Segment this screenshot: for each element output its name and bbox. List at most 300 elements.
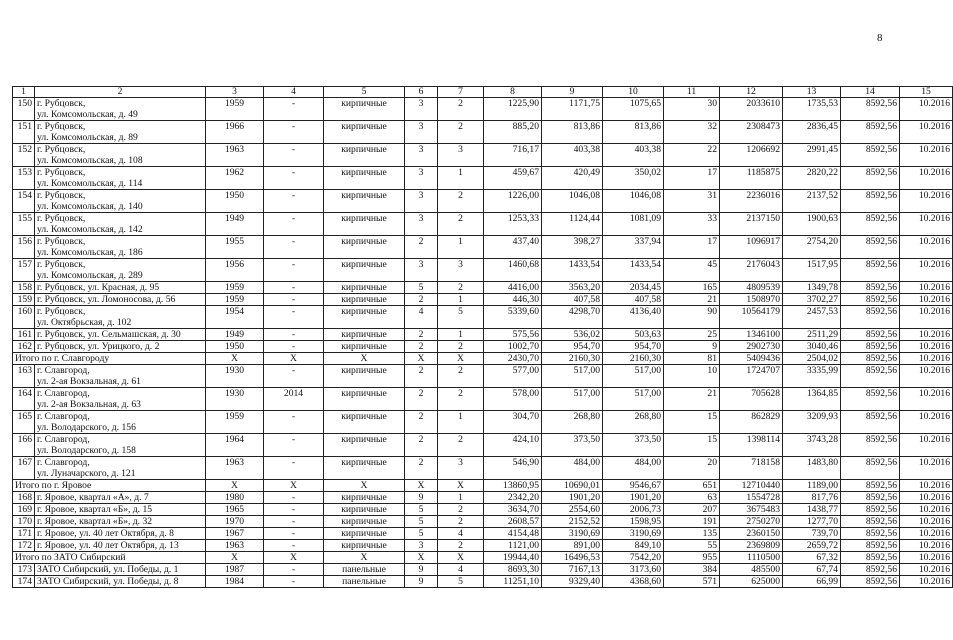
row-number: 166 [13,434,35,457]
table-cell: - [264,213,324,236]
table-cell: 1955 [206,236,264,259]
table-cell: 8592,56 [841,341,900,353]
row-number: 167 [13,457,35,480]
table-cell: 3 [405,121,438,144]
table-cell: 10.2016 [900,294,953,306]
table-cell: 1735,53 [783,98,841,121]
address-cell: г. Рубцовск, ул. Комсомольская, д. 108 [35,144,206,167]
table-row [13,434,953,457]
table-cell: кирпичные [324,167,405,190]
table-cell: 2 [438,388,484,411]
table-cell: 17 [664,167,720,190]
row-number: 161 [13,329,35,341]
table-cell: 10.2016 [900,236,953,259]
row-number: 153 [13,167,35,190]
table-cell: 11251,10 [484,576,542,588]
table-cell: 1980 [206,492,264,504]
table-cell: 4 [438,528,484,540]
table-cell: 5 [405,504,438,516]
table-cell: 384 [664,564,720,576]
table-cell: 862829 [720,411,783,434]
table-cell: 13860,95 [484,480,542,492]
table-cell: 10690,01 [542,480,603,492]
table-cell: 2014 [264,388,324,411]
address-cell: г. Рубцовск, ул. Урицкого, д. 2 [35,341,206,353]
table-cell: 2754,20 [783,236,841,259]
row-number: 163 [13,365,35,388]
table-cell: 191 [664,516,720,528]
table-cell: 1959 [206,294,264,306]
table-row [13,190,953,213]
table-cell: 813,86 [542,121,603,144]
table-cell: 2 [438,516,484,528]
table-cell: 8592,56 [841,144,900,167]
table-cell: - [264,341,324,353]
table-cell: - [264,167,324,190]
table-cell: кирпичные [324,121,405,144]
table-cell: 1949 [206,329,264,341]
table-cell: 3190,69 [603,528,664,540]
table-cell: 373,50 [603,434,664,457]
table-cell: 10.2016 [900,480,953,492]
table-cell: 1438,77 [783,504,841,516]
table-cell: 8592,56 [841,259,900,282]
table-cell: кирпичные [324,492,405,504]
table-cell: - [264,306,324,329]
table-cell: 19944,40 [484,552,542,564]
table-cell: X [264,552,324,564]
table-cell: 5 [438,306,484,329]
table-cell: 536,02 [542,329,603,341]
table-cell: 2991,45 [783,144,841,167]
table-cell: кирпичные [324,457,405,480]
table-cell: 2 [405,236,438,259]
table-cell: 484,00 [542,457,603,480]
table-cell: 1554728 [720,492,783,504]
table-cell: 2836,45 [783,121,841,144]
table-cell: 1 [438,492,484,504]
table-cell: 3634,70 [484,504,542,516]
table-cell: 31 [664,190,720,213]
table-cell: кирпичные [324,306,405,329]
table-cell: 2608,57 [484,516,542,528]
table-cell: X [324,480,405,492]
table-cell: 3 [405,190,438,213]
table-cell: 2176043 [720,259,783,282]
table-cell: 4298,70 [542,306,603,329]
table-cell: - [264,411,324,434]
row-number: 162 [13,341,35,353]
table-cell: 5 [405,528,438,540]
table-cell: X [206,353,264,365]
table-cell: 10.2016 [900,504,953,516]
table-cell: 955 [664,552,720,564]
table-cell: 8592,56 [841,504,900,516]
page-number: 8 [877,32,883,44]
table-cell: 337,94 [603,236,664,259]
column-number-6: 6 [405,87,438,98]
table-cell: 8592,56 [841,492,900,504]
table-cell: 1 [438,236,484,259]
table-cell: 446,30 [484,294,542,306]
table-cell: 420,49 [542,167,603,190]
table-cell: 2457,53 [783,306,841,329]
table-cell: 2342,20 [484,492,542,504]
table-cell: 571 [664,576,720,588]
table-cell: 1 [438,294,484,306]
table-cell: 10.2016 [900,259,953,282]
table-cell: 1959 [206,411,264,434]
address-cell: г. Рубцовск, ул. Комсомольская, д. 142 [35,213,206,236]
table-cell: 716,17 [484,144,542,167]
table-cell: - [264,259,324,282]
table-cell: 2006,73 [603,504,664,516]
table-row [13,282,953,294]
column-number-9: 9 [542,87,603,98]
table-cell: 8592,56 [841,434,900,457]
table-cell: кирпичные [324,365,405,388]
table-cell: X [264,480,324,492]
table-cell: 1966 [206,121,264,144]
table-cell: 3 [405,540,438,552]
table-cell: 3702,27 [783,294,841,306]
table-cell: 1950 [206,190,264,213]
table-cell: - [264,457,324,480]
row-number: 170 [13,516,35,528]
table-cell: 268,80 [603,411,664,434]
table-cell: 403,38 [542,144,603,167]
table-cell: - [264,434,324,457]
table-cell: 207 [664,504,720,516]
table-cell: 10.2016 [900,98,953,121]
column-number-11: 11 [664,87,720,98]
table-cell: 10.2016 [900,528,953,540]
table-cell: 1954 [206,306,264,329]
table-row [13,341,953,353]
table-cell: 503,63 [603,329,664,341]
table-cell: X [405,353,438,365]
row-number: 171 [13,528,35,540]
table-cell: 1967 [206,528,264,540]
table-cell: 4 [438,564,484,576]
table-cell: 3 [438,144,484,167]
table-cell: 1930 [206,388,264,411]
table-cell: 10.2016 [900,190,953,213]
table-cell: 2369809 [720,540,783,552]
table-cell: 8592,56 [841,576,900,588]
table-cell: 7542,20 [603,552,664,564]
table-row [13,411,953,434]
table-cell: 1965 [206,504,264,516]
table-cell: 1 [438,329,484,341]
table-cell: кирпичные [324,388,405,411]
table-cell: 165 [664,282,720,294]
table-cell: 1598,95 [603,516,664,528]
table-cell: 135 [664,528,720,540]
table-cell: 407,58 [542,294,603,306]
table-cell: 3 [438,457,484,480]
table-cell: панельные [324,576,405,588]
table-cell: 90 [664,306,720,329]
table-cell: 3209,93 [783,411,841,434]
table-cell: 424,10 [484,434,542,457]
table-cell: 8592,56 [841,294,900,306]
table-cell: 33 [664,213,720,236]
table-cell: 2152,52 [542,516,603,528]
table-cell: 10.2016 [900,388,953,411]
table-cell: 10564179 [720,306,783,329]
address-cell: г. Рубцовск, ул. Комсомольская, д. 89 [35,121,206,144]
row-number: 151 [13,121,35,144]
table-cell: 1956 [206,259,264,282]
table-cell: кирпичные [324,144,405,167]
table-row [13,504,953,516]
table-cell: 1171,75 [542,98,603,121]
table-cell: 2 [405,388,438,411]
row-number: 169 [13,504,35,516]
table-cell: 4154,48 [484,528,542,540]
table-cell: 1970 [206,516,264,528]
table-row [13,236,953,259]
table-cell: 1987 [206,564,264,576]
column-number-3: 3 [206,87,264,98]
table-cell: - [264,576,324,588]
table-cell: 8592,56 [841,213,900,236]
table-cell: 10.2016 [900,411,953,434]
table-cell: 10.2016 [900,341,953,353]
table-cell: X [405,552,438,564]
table-cell: 10.2016 [900,540,953,552]
table-row [13,306,953,329]
subtotal-row [13,480,953,492]
table-row [13,294,953,306]
table-cell: 1949 [206,213,264,236]
table-cell: 517,00 [542,365,603,388]
table-cell: 2504,02 [783,353,841,365]
table-cell: 1900,63 [783,213,841,236]
table-cell: 2 [438,98,484,121]
table-cell: 1959 [206,98,264,121]
row-number: 160 [13,306,35,329]
table-cell: 2 [438,434,484,457]
subtotal-label: Итого по г. Славгороду [13,353,206,365]
address-cell: г. Яровое, ул. 40 лет Октября, д. 13 [35,540,206,552]
table-cell: - [264,190,324,213]
table-cell: 21 [664,388,720,411]
table-cell: 1901,20 [603,492,664,504]
table-cell: 2 [438,540,484,552]
table-cell: 2360150 [720,528,783,540]
table-cell: 2 [405,329,438,341]
column-number-8: 8 [484,87,542,98]
table-cell: 10.2016 [900,576,953,588]
table-cell: - [264,144,324,167]
table-cell: 4368,60 [603,576,664,588]
table-cell: 10.2016 [900,167,953,190]
table-cell: 1508970 [720,294,783,306]
table-cell: 1075,65 [603,98,664,121]
table-cell: 10.2016 [900,492,953,504]
table-cell: 437,40 [484,236,542,259]
table-cell: 398,27 [542,236,603,259]
table-cell: 9 [664,341,720,353]
address-cell: г. Славгород, ул. 2-ая Вокзальная, д. 61 [35,365,206,388]
table-cell: 3 [405,167,438,190]
table-cell: 3335,99 [783,365,841,388]
table-cell: X [206,552,264,564]
table-cell: 67,32 [783,552,841,564]
table-cell: 1349,78 [783,282,841,294]
table-cell: 2160,30 [603,353,664,365]
table-cell: 3675483 [720,504,783,516]
address-cell: г. Яровое, квартал «А», д. 7 [35,492,206,504]
table-cell: - [264,528,324,540]
table-cell: 651 [664,480,720,492]
table-cell: - [264,365,324,388]
table-cell: X [324,353,405,365]
table-cell: 10.2016 [900,121,953,144]
address-cell: г. Славгород, ул. Володарского, д. 158 [35,434,206,457]
table-cell: 403,38 [603,144,664,167]
table-cell: 954,70 [542,341,603,353]
table-row [13,329,953,341]
table-cell: 2 [405,294,438,306]
table-cell: 10.2016 [900,329,953,341]
table-cell: 578,00 [484,388,542,411]
subtotal-label: Итого по г. Яровое [13,480,206,492]
table-cell: 1962 [206,167,264,190]
table-cell: кирпичные [324,236,405,259]
table-cell: 8592,56 [841,365,900,388]
table-cell: 1364,85 [783,388,841,411]
table-cell: 8592,56 [841,329,900,341]
table-cell: 1346100 [720,329,783,341]
table-cell: X [324,552,405,564]
table-cell: 2137,52 [783,190,841,213]
address-cell: г. Яровое, ул. 40 лет Октября, д. 8 [35,528,206,540]
table-cell: X [438,552,484,564]
table-cell: 891,00 [542,540,603,552]
address-cell: г. Яровое, квартал «Б», д. 15 [35,504,206,516]
table-cell: 1046,08 [603,190,664,213]
table-cell: 1963 [206,540,264,552]
table-cell: 2034,45 [603,282,664,294]
table-cell: 12710440 [720,480,783,492]
table-cell: X [438,480,484,492]
table-row [13,144,953,167]
row-number: 165 [13,411,35,434]
table-cell: 20 [664,457,720,480]
table-cell: 8592,56 [841,552,900,564]
table-cell: 8693,30 [484,564,542,576]
subtotal-label: Итого по ЗАТО Сибирский [13,552,206,564]
table-cell: 2033610 [720,98,783,121]
table-cell: 8592,56 [841,480,900,492]
table-cell: 1950 [206,341,264,353]
table-cell: 5339,60 [484,306,542,329]
table-row [13,540,953,552]
table-cell: 817,76 [783,492,841,504]
table-row [13,98,953,121]
table-cell: 546,90 [484,457,542,480]
table-cell: 1081,09 [603,213,664,236]
table-cell: 2902730 [720,341,783,353]
table-cell: 3 [405,144,438,167]
subtotal-row [13,353,953,365]
table-cell: 9 [405,492,438,504]
table-row [13,259,953,282]
table-cell: 2 [438,282,484,294]
table-cell: 1930 [206,365,264,388]
table-cell: 9 [405,576,438,588]
table-cell: кирпичные [324,294,405,306]
address-cell: г. Рубцовск, ул. Сельмашская, д. 30 [35,329,206,341]
table-cell: 8592,56 [841,516,900,528]
table-cell: - [264,121,324,144]
table-cell: 1121,00 [484,540,542,552]
table-cell: 45 [664,259,720,282]
table-cell: 66,99 [783,576,841,588]
table-cell: 1046,08 [542,190,603,213]
table-cell: 350,02 [603,167,664,190]
table-row [13,516,953,528]
table-cell: 5 [405,516,438,528]
table-cell: 4136,40 [603,306,664,329]
table-cell: кирпичные [324,341,405,353]
table-cell: 2 [438,190,484,213]
table-cell: 1433,54 [603,259,664,282]
table-cell: 2554,60 [542,504,603,516]
table-cell: 1189,00 [783,480,841,492]
table-cell: 1096917 [720,236,783,259]
table-cell: кирпичные [324,504,405,516]
table-header [13,87,953,98]
table-cell: 8592,56 [841,540,900,552]
column-number-15: 15 [900,87,953,98]
table-cell: 2 [438,121,484,144]
row-number: 168 [13,492,35,504]
table-cell: X [264,353,324,365]
housing-register-table [12,86,953,588]
table-cell: - [264,516,324,528]
table-cell: X [438,353,484,365]
table-cell: 2 [405,365,438,388]
table-cell: 739,70 [783,528,841,540]
table-cell: 3 [438,259,484,282]
table-cell: 1206692 [720,144,783,167]
address-cell: г. Рубцовск, ул. Комсомольская, д. 289 [35,259,206,282]
table-cell: 885,20 [484,121,542,144]
table-cell: 484,00 [603,457,664,480]
table-cell: кирпичные [324,213,405,236]
table-cell: 1724707 [720,365,783,388]
column-number-13: 13 [783,87,841,98]
table-cell: 10.2016 [900,282,953,294]
table-cell: - [264,236,324,259]
table-cell: 2 [438,341,484,353]
row-number: 174 [13,576,35,588]
address-cell: г. Рубцовск, ул. Комсомольская, д. 49 [35,98,206,121]
table-cell: 1963 [206,144,264,167]
address-cell: ЗАТО Сибирский, ул. Победы, д. 1 [35,564,206,576]
row-number: 158 [13,282,35,294]
table-cell: 8592,56 [841,306,900,329]
table-cell: 10.2016 [900,144,953,167]
row-number: 156 [13,236,35,259]
table-cell: 1110500 [720,552,783,564]
table-cell: - [264,504,324,516]
row-number: 152 [13,144,35,167]
